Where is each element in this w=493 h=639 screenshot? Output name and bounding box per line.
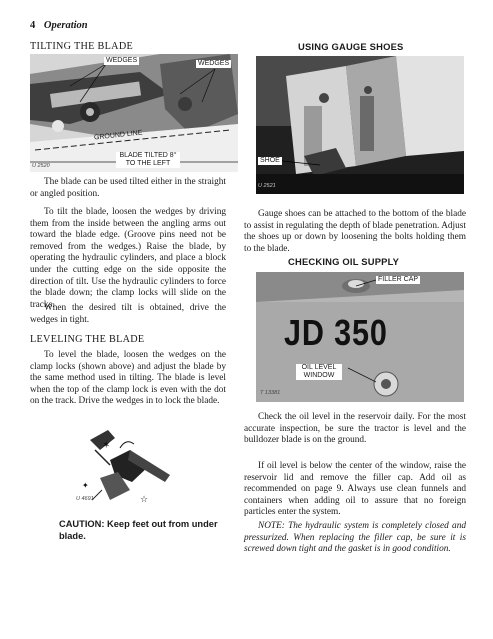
- gauge-shoes-paragraph: Gauge shoes can be attached to the bottom of the blade to assist in regulating the depth of blade penetration. Adjust the shoes up or down by loosening the bolts holding them to the blade.: [244, 209, 466, 254]
- figure-caution: [70, 420, 190, 512]
- figure-number: U 2521: [258, 183, 276, 189]
- svg-text:✦: ✦: [82, 481, 89, 490]
- page-header: [30, 20, 88, 31]
- leveling-heading: LEVELING THE BLADE: [30, 334, 145, 345]
- callout-blade-tilted: BLADE TILTED 8° TO THE LEFT: [116, 152, 180, 168]
- svg-text:✶: ✶: [102, 440, 111, 451]
- figure-oil-supply: [256, 272, 464, 402]
- callout-shoe: SHOE: [260, 157, 280, 164]
- caution-note: [59, 519, 229, 542]
- figure-gauge-shoe: [256, 56, 464, 194]
- gauge-shoe-illustration: [256, 56, 464, 194]
- figure-number: U 4691: [76, 496, 94, 502]
- callout-ground-line: GROUND LINE: [93, 129, 143, 142]
- callout-oil-level-window: OIL LEVEL WINDOW: [296, 364, 342, 380]
- jd-350-decal: JD 350: [284, 312, 388, 353]
- tilting-heading: TILTING THE BLADE: [30, 41, 133, 52]
- oil-check-paragraph: Check the oil level in the reservoir daily. For the most accurate inspection, be sure the tractor is level and the bulldozer blade is on the ground.: [244, 412, 466, 446]
- leveling-paragraph: To level the blade, loosen the wedges on the clamp locks (shown above) and adjust the blade by the same method used in tilting. The blade is level when the top of the clamp lock is even with the dot on the track. Drive the wedges in to lock the blade.: [30, 350, 226, 407]
- tilting-intro-paragraph: The blade can be used tilted either in the straight or angled position.: [30, 177, 226, 199]
- page-number: 4: [30, 20, 36, 31]
- tilting-finish-paragraph: When the desired tilt is obtained, drive the wedges in tight.: [30, 303, 226, 325]
- callout-wedges-right: WEDGES: [198, 60, 230, 67]
- tilting-procedure-paragraph: To tilt the blade, loosen the wedges by driving them from the inside between the angling arms out toward the blade edge. (Groove pins need not be removed from the wedges.) Raise the blade, by operating the hydraulic cylinders, and place a block under the cutting edge on the side opposite the direction of tilt. Use the hydraulic cylinders to force the blade down; the clamp locks will slide on the tracks.: [30, 207, 226, 310]
- oil-supply-heading: CHECKING OIL SUPPLY: [288, 256, 400, 267]
- shoe-leader-line: [282, 157, 322, 167]
- caution-text: Keep feet out from under blade.: [59, 519, 218, 541]
- oil-add-paragraph: If oil level is below the center of the window, raise the reservoir lid and remove the filler cap. Add oil as recommended on page 9. Always use clean funnels and containers when adding oil to assure that no foreign particles enter the system.: [244, 461, 466, 518]
- callout-wedges-left: WEDGES: [106, 57, 138, 64]
- callout-filler-cap: FILLER CAP: [378, 276, 419, 283]
- caution-label: CAUTION:: [59, 519, 105, 529]
- hydraulic-note-paragraph: NOTE: The hydraulic system is completely closed and pressurized. When replacing the filler cap, be sure it is screwed down tight and the gasket is in good condition.: [244, 521, 466, 555]
- svg-text:☆: ☆: [140, 495, 149, 505]
- figure-number: T 13381: [260, 390, 281, 396]
- section-title: Operation: [43, 20, 88, 31]
- figure-tilting-blade: [30, 54, 238, 172]
- figure-number: U 2520: [32, 163, 50, 169]
- gauge-shoes-heading: USING GAUGE SHOES: [298, 41, 404, 52]
